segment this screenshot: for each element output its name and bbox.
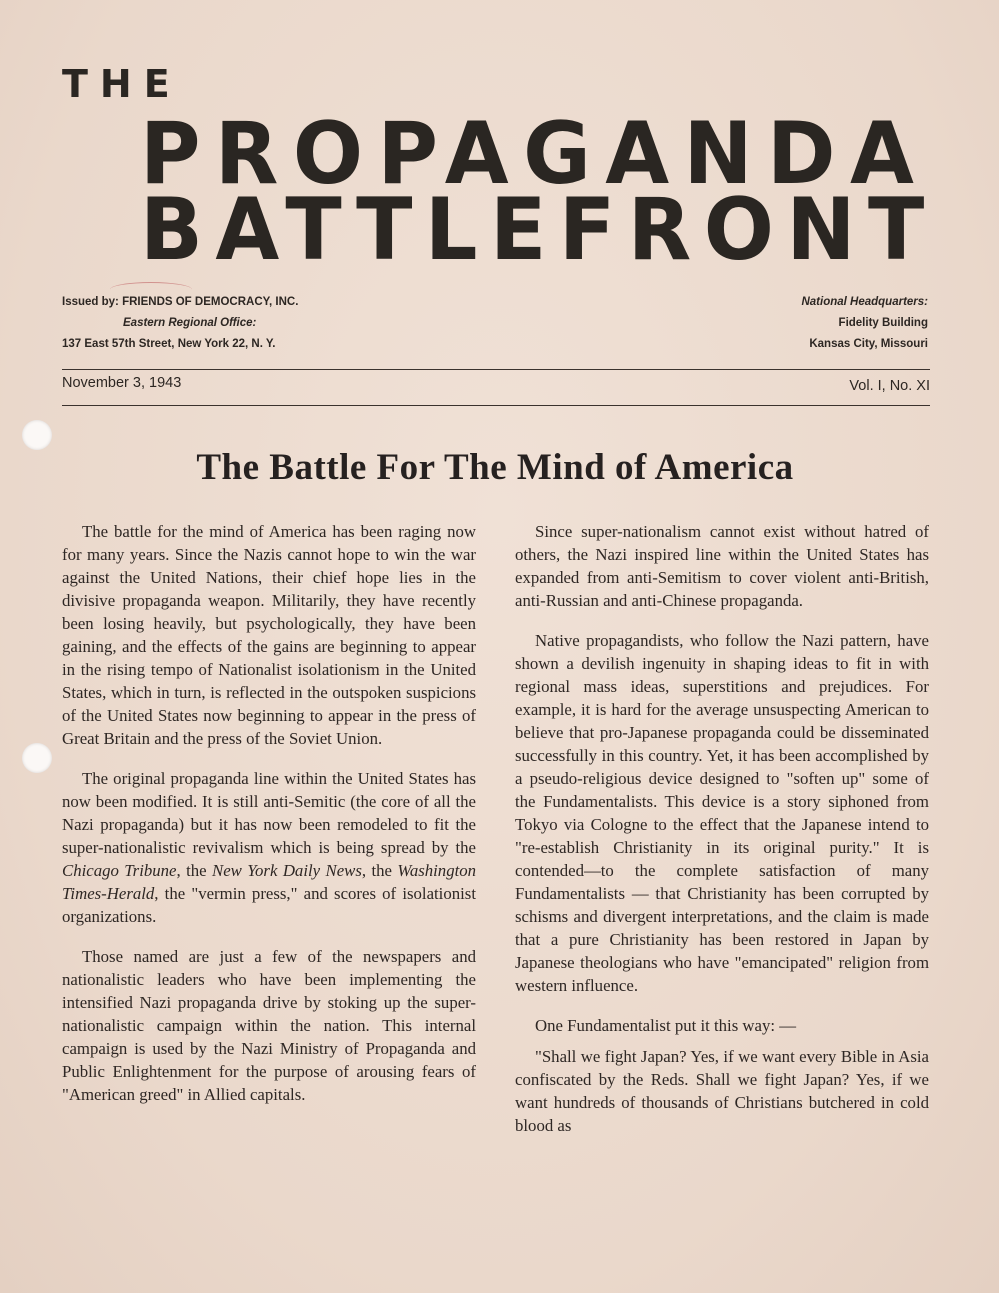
punch-hole — [22, 743, 52, 773]
paragraph: Since super-nationalism cannot exist without hatred of others, the Nazi inspired line within the United States has expanded from anti-Semitism to cover violent anti-British, anti-Russian and anti-Chinese propaganda. — [515, 522, 929, 610]
issuer-line: Issued by: FRIENDS OF DEMOCRACY, INC. — [62, 296, 299, 308]
issuer-address: 137 East 57th Street, New York 22, N. Y. — [62, 338, 276, 350]
paragraph: One Fundamentalist put it this way: — — [535, 1016, 797, 1035]
paragraph: Those named are just a few of the newspapers and nationalistic leaders who have been implementing the intensified Nazi propaganda drive by stoking up the super-nationalistic campaign within the nation. This internal campaign is used by the Nazi Ministry of Propaganda and Public Enlightenment for the purpose of arousing fears of "American greed" in Allied capitals. — [62, 947, 476, 1104]
headquarters-city: Kansas City, Missouri — [809, 338, 928, 350]
divider-rule — [62, 369, 930, 370]
headquarters-label: National Headquarters: — [801, 296, 928, 308]
article-headline: The Battle For The Mind of America — [196, 447, 794, 488]
issue-date: November 3, 1943 — [62, 375, 182, 391]
left-column — [62, 520, 476, 1123]
issue-volume: Vol. I, No. XI — [849, 378, 930, 394]
paragraph: The original propaganda line within the United States has now been modified. It is still anti-Semitic (the core of all the Nazi propaganda) but it has now been remodeled to fit the super-nationalistic revivalism which is being spread by the Chicago Tribune, the New York Daily News, the Washington Times-Herald, the "vermin press," and scores of isolationist organizations. — [62, 769, 477, 926]
headquarters-building: Fidelity Building — [838, 317, 928, 329]
quotation: "Shall we fight Japan? Yes, if we want every Bible in Asia confiscated by the Reds. Shall we fight Japan? Yes, if we want hundreds of thousands of Christians butchered in cold blood as — [515, 1047, 929, 1135]
paragraph: The battle for the mind of America has been raging now for many years. Since the Nazis cannot hope to win the war against the United Nations, their chief hope lies in the divisive propaganda weapon. Militarily, they have recently been losing heavily, but psychologically, they have been gaining, and the effects of the gains are beginning to appear in the rising tempo of Nationalist isolationism in the United States, which in turn, is reflected in the outspoken suspicions of the United States now beginning to appear in the press of Great Britain and the press of the Soviet Union. — [62, 522, 476, 748]
divider-rule — [62, 405, 930, 406]
masthead-the: THE — [62, 62, 182, 106]
paragraph: Native propagandists, who follow the Nazi pattern, have shown a devilish ingenuity in shaping ideas to fit in with regional mass ideas, superstitions and prejudices. For example, it is hard for the average unsuspecting American to believe that pro-Japanese propaganda could be disseminated successfully in this country. Yet, it has been accomplished by a pseudo-religious device designed to "soften up" some of the Fundamentalists. This device is a story siphoned from Tokyo via Cologne to the effect that the Japanese intend to "re-establish Christianity in its original purity." It is contended—to the complete satisfaction of many Fundamentalists — that Christianity has been corrupted by schisms and divergent interpretations, and the claim is made that a pure Christianity has been restored in Japan by Japanese theologians who have "emancipated" religion from western influence. — [515, 631, 929, 995]
headquarters-block — [801, 292, 928, 355]
right-column — [515, 520, 929, 1154]
masthead-title-line1: PROPAGANDA — [140, 104, 929, 204]
masthead-title-line2: BATTLEFRONT — [140, 180, 937, 280]
issuer-office-label: Eastern Regional Office: — [123, 317, 257, 329]
issuer-block — [62, 292, 298, 355]
